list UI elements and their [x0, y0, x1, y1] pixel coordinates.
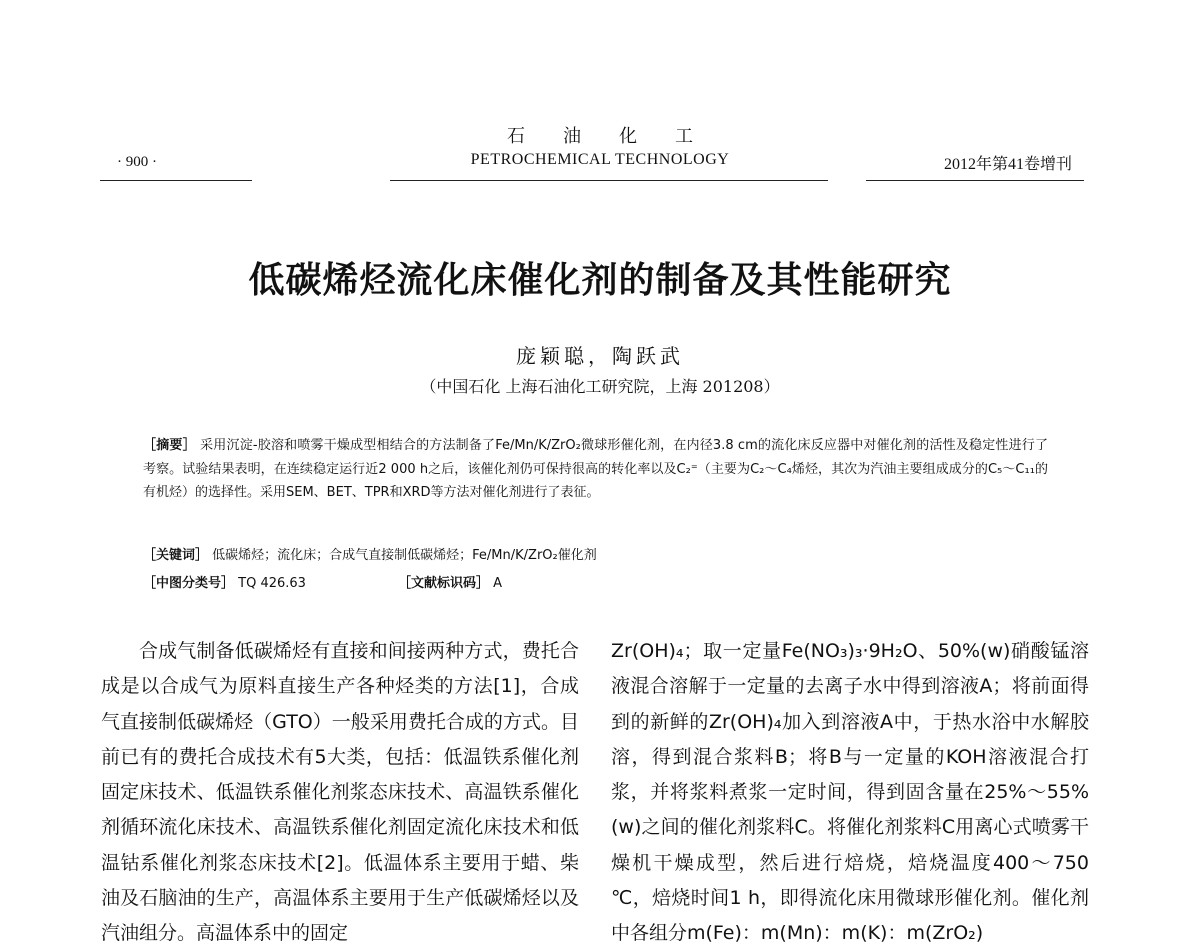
keywords	[143, 544, 597, 563]
page-number: · 900 ·	[117, 154, 157, 170]
document-code-value: A	[493, 576, 503, 591]
issue-info: 2012年第41卷增刊	[943, 156, 1072, 173]
document-code-label: ［文献标识码］	[398, 576, 490, 591]
header-rule-center	[390, 180, 828, 181]
body-paragraph-left: 合成气制备低碳烯烃有直接和间接两种方式，费托合成是以合成气为原料直接生产各种烃类的方法[1]，合成气直接制低碳烯烃（GTO）一般采用费托合成的方式。目前已有的费托合成技术有5大类，包括：低温铁系催化剂固定床技术、低温铁系催化剂浆态床技术、高温铁系催化剂循环流化床技术、高温铁系催化剂固定流化床技术和低温钴系催化剂浆态床技术[2]。低温体系主要用于蜡、柴油及石脑油的生产，高温体系主要用于生产低碳烯烃以及汽油组分。高温体系中的固定	[101, 640, 579, 945]
header-rule-right	[866, 180, 1084, 181]
body-paragraph-right: Zr(OH)₄；取一定量Fe(NO₃)₃·9H₂O、50%(w)硝酸锰溶液混合溶解于一定量的去离子水中得到溶液A；将前面得到的新鲜的Zr(OH)₄加入到溶液A中，于热水浴中水解胶溶，得到混合浆料B；将B与一定量的KOH溶液混合打浆，并将浆料煮浆一定时间，得到固含量在25%～55%(w)之间的催化剂浆料C。将催化剂浆料C用离心式喷雾干燥机干燥成型，然后进行焙烧，焙烧温度400～750 ℃，焙烧时间1 h，即得流化床用微球形催化剂。催化剂中各组分m(Fe)：m(Mn)：m(K)：m(ZrO₂)	[611, 640, 1089, 945]
article-title: 低碳烯烃流化床催化剂的制备及其性能研究	[248, 260, 952, 301]
document-code	[398, 572, 502, 591]
body-right-column	[611, 634, 1089, 952]
article-affiliation: （中国石化 上海石油化工研究院，上海 201208）	[420, 377, 780, 396]
header-rule-left	[100, 180, 252, 181]
abstract	[143, 434, 1048, 505]
journal-title-en: PETROCHEMICAL TECHNOLOGY	[470, 151, 730, 168]
clc-label: ［中图分类号］	[143, 576, 235, 591]
article-authors: 庞颖聪，陶跃武	[516, 344, 684, 368]
keywords-label: ［关键词］	[143, 548, 209, 563]
keywords-text: 低碳烯烃；流化床；合成气直接制低碳烯烃；Fe/Mn/K/ZrO₂催化剂	[212, 548, 597, 563]
clc-value: TQ 426.63	[238, 576, 306, 591]
body-left-column	[101, 634, 579, 952]
abstract-text: 采用沉淀-胶溶和喷雾干燥成型相结合的方法制备了Fe/Mn/K/ZrO₂微球形催化剂，在内径3.8 cm的流化床反应器中对催化剂的活性及稳定性进行了考察。试验结果表明，在连续稳定运行近2 000 h之后，该催化剂仍可保持很高的转化率以及C₂⁼（主要为C₂～C₄烯烃，其次为汽油主要组成成分的C₅～C₁₁的有机烃）的选择性。采用SEM、BET、TPR和XRD等方法对催化剂进行了表征。	[143, 438, 1048, 500]
clc-number	[143, 572, 306, 591]
journal-title-cn: 石油化工	[507, 126, 731, 147]
abstract-label: ［摘要］	[143, 438, 196, 453]
